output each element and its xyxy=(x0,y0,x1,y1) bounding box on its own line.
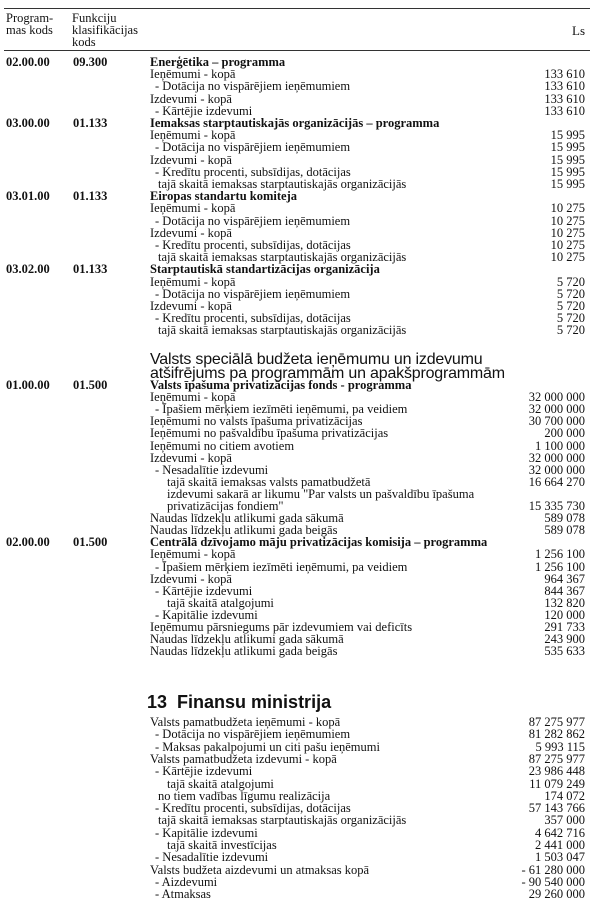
line-item-row xyxy=(0,251,600,263)
line-item-row xyxy=(0,93,600,105)
line-item-row xyxy=(0,864,600,876)
line-item-row xyxy=(0,597,600,609)
line-item-row xyxy=(0,129,600,141)
line-item-label: tajā skaitā iemaksas valsts pamatbudžetā xyxy=(167,474,371,489)
line-item-row xyxy=(0,105,600,117)
line-item-row xyxy=(0,215,600,227)
program-row xyxy=(0,379,600,391)
line-item-row xyxy=(0,716,600,728)
line-item-row xyxy=(0,464,600,476)
program-name: Starptautiskā standartizācijas organizācija xyxy=(150,262,380,277)
line-item-label: - Dotācija no vispārējiem ieņēmumiem xyxy=(155,286,351,301)
amount-value: - 90 540 000 xyxy=(521,874,585,889)
line-item-label: izdevumi sakarā ar likumu "Par valsts un pašvaldību īpašuma xyxy=(167,486,475,501)
line-item-label: Valsts pamatbudžeta ieņēmumi - kopā xyxy=(150,715,341,729)
line-item-label: - Kārtējie izdevumi xyxy=(155,103,253,118)
line-item-label: - Kārtējie izdevumi xyxy=(155,583,253,598)
line-item-row xyxy=(0,427,600,439)
line-item-label: - Īpašiem mērķiem iezīmēti ieņēmumi, pa veidiem xyxy=(155,402,408,417)
program-code: 01.00.00 xyxy=(6,378,50,392)
header-rule xyxy=(4,50,590,51)
amount-value: 57 143 766 xyxy=(528,801,585,816)
amount-value: 15 995 xyxy=(550,177,585,191)
amount-value: 23 986 448 xyxy=(528,764,585,779)
line-item-row xyxy=(0,440,600,452)
line-item-label: tajā skaitā iemaksas starptautiskajās organizācijās xyxy=(158,250,407,265)
amount-value: 87 275 977 xyxy=(528,751,585,766)
program-name: Enerģētika – programma xyxy=(150,55,286,69)
amount-value: 120 000 xyxy=(544,607,585,622)
line-item-row xyxy=(0,888,600,900)
line-item-row xyxy=(0,227,600,239)
line-item-label: - Kredītu procenti, subsīdijas, dotācijas xyxy=(155,238,351,252)
ministry-title: 13 Finansu ministrija xyxy=(147,692,332,712)
amount-value: 15 995 xyxy=(550,128,585,143)
amount-value: 133 610 xyxy=(544,91,585,106)
line-item-label: - Aizdevumi xyxy=(155,874,218,889)
amount-value: 81 282 862 xyxy=(528,727,585,742)
amount-value: 5 720 xyxy=(556,286,585,301)
amount-value: 10 275 xyxy=(550,225,585,240)
line-item-row xyxy=(0,585,600,597)
amount-value: 535 633 xyxy=(544,644,585,659)
line-item-label: - Kredītu procenti, subsīdijas, dotācijas xyxy=(155,801,351,816)
amount-value: 87 275 977 xyxy=(528,715,585,729)
line-item-label: no tiem vadības līgumu realizācija xyxy=(158,788,331,803)
amount-value: 5 720 xyxy=(556,311,585,326)
amount-value: 32 000 000 xyxy=(528,402,585,417)
line-item-row xyxy=(0,239,600,251)
function-code: 01.500 xyxy=(73,535,108,550)
line-item-row xyxy=(0,312,600,324)
line-item-row xyxy=(0,728,600,740)
amount-value: 964 367 xyxy=(544,571,585,586)
amount-value: 133 610 xyxy=(544,103,585,118)
line-item-label: tajā skaitā atalgojumi xyxy=(167,776,274,791)
line-item-label: - Dotācija no vispārējiem ieņēmumiem xyxy=(155,213,351,228)
amount-value: 357 000 xyxy=(544,813,585,828)
line-item-label: Ieņēmumi no valsts īpašuma privatizācijas xyxy=(150,414,363,429)
amount-value: 133 610 xyxy=(544,67,585,82)
line-item-label: - Kredītu procenti, subsīdijas, dotācijas xyxy=(155,164,351,179)
line-item-row xyxy=(0,814,600,826)
line-item-label: Ieņēmumi - kopā xyxy=(150,201,236,216)
line-item-label: Ieņēmumi no pašvaldību īpašuma privatizācijas xyxy=(150,426,389,441)
line-item-label: Izdevumi - kopā xyxy=(150,91,232,106)
line-item-label: Ieņēmumi - kopā xyxy=(150,274,236,289)
line-item-row xyxy=(0,645,600,657)
line-item-label: Ieņēmumi - kopā xyxy=(150,67,236,82)
line-item-row xyxy=(0,753,600,765)
amount-value: 844 367 xyxy=(544,583,585,598)
line-item-label: - Atmaksas xyxy=(155,887,211,902)
line-item-label: - Nesadalītie izdevumi xyxy=(155,850,269,865)
line-item-label: Ieņēmumu pārsniegums pār izdevumiem vai deficīts xyxy=(150,620,413,634)
amount-value: 243 900 xyxy=(544,632,585,647)
amount-value: 2 441 000 xyxy=(535,838,585,852)
line-item-label: Naudas līdzekļu atlikumi gada sākumā xyxy=(150,511,344,526)
amount-value: 5 720 xyxy=(556,299,585,313)
program-row xyxy=(0,117,600,129)
line-item-label: - Nesadalītie izdevumi xyxy=(155,462,269,477)
line-item-row xyxy=(0,300,600,312)
amount-value: 10 275 xyxy=(550,250,585,265)
program-code: 02.00.00 xyxy=(6,55,50,69)
amount-value: 174 072 xyxy=(544,788,585,803)
amount-value: 10 275 xyxy=(550,213,585,228)
line-item-row xyxy=(0,288,600,300)
amount-value: 32 000 000 xyxy=(528,450,585,465)
line-item-label: Naudas līdzekļu atlikumi gada beigās xyxy=(150,523,338,538)
program-row xyxy=(0,263,600,275)
line-item-label: Valsts pamatbudžeta izdevumi - kopā xyxy=(150,751,337,766)
amount-value: 589 078 xyxy=(544,523,585,538)
line-item-label: - Dotācija no vispārējiem ieņēmumiem xyxy=(155,727,351,742)
amount-value: 5 720 xyxy=(556,274,585,289)
function-code: 01.133 xyxy=(73,116,108,130)
line-item-label: Izdevumi - kopā xyxy=(150,225,232,240)
amount-value: 5 993 115 xyxy=(535,739,585,754)
amount-value: 15 995 xyxy=(550,140,585,155)
line-item-label: privatizācijas fondiem" xyxy=(167,499,284,513)
program-code: 03.02.00 xyxy=(6,262,50,277)
line-item-label: Izdevumi - kopā xyxy=(150,571,232,586)
line-item-label: tajā skaitā iemaksas starptautiskajās organizācijās xyxy=(158,323,407,338)
line-item-label: Valsts budžeta aizdevumi un atmaksas kopā xyxy=(150,862,370,877)
line-item-row xyxy=(0,80,600,92)
amount-value: 200 000 xyxy=(544,426,585,441)
program-code: 02.00.00 xyxy=(6,535,50,550)
line-item-row xyxy=(0,68,600,80)
header-program-code: Program- mas kods xyxy=(6,11,54,37)
line-item-label: Ieņēmumi - kopā xyxy=(150,128,236,143)
line-item-row xyxy=(0,178,600,190)
line-item-label: Izdevumi - kopā xyxy=(150,450,232,465)
amount-value: 291 733 xyxy=(544,620,585,634)
line-item-row xyxy=(0,276,600,288)
header-unit: Ls xyxy=(572,23,585,38)
line-item-row xyxy=(0,202,600,214)
line-item-row xyxy=(0,452,600,464)
line-item-row xyxy=(0,166,600,178)
amount-value: 16 664 270 xyxy=(528,474,585,489)
program-code: 03.01.00 xyxy=(6,189,50,204)
amount-value: 15 335 730 xyxy=(528,499,585,513)
line-item-row xyxy=(0,765,600,777)
line-item-label: tajā skaitā investīcijas xyxy=(167,838,277,852)
line-item-row xyxy=(0,573,600,585)
amount-value: 1 503 047 xyxy=(535,850,585,865)
line-item-row xyxy=(0,561,600,573)
program-name: Iemaksas starptautiskajās organizācijās – programma xyxy=(150,116,440,130)
line-item-row xyxy=(0,548,600,560)
function-code: 01.133 xyxy=(73,262,108,277)
program-name: Valsts īpašuma privatizācijas fonds - programma xyxy=(150,378,412,392)
function-code: 01.500 xyxy=(73,378,108,392)
program-code: 03.00.00 xyxy=(6,116,50,130)
line-item-label: - Kapitālie izdevumi xyxy=(155,825,258,840)
program-row xyxy=(0,190,600,202)
line-item-row xyxy=(0,827,600,839)
line-item-label: - Kārtējie izdevumi xyxy=(155,764,253,779)
line-item-row xyxy=(0,741,600,753)
line-item-label: tajā skaitā iemaksas starptautiskajās organizācijās xyxy=(158,177,407,191)
amount-value: 15 995 xyxy=(550,164,585,179)
line-item-row xyxy=(0,141,600,153)
line-item-row xyxy=(0,839,600,851)
line-item-label: Izdevumi - kopā xyxy=(150,299,232,313)
amount-value: 4 642 716 xyxy=(535,825,585,840)
special-budget-title: Valsts speciālā budžeta ieņēmumu un izdevumu atšifrējums pa programmām un apakšprogrammām xyxy=(150,351,505,382)
program-name: Centrālā dzīvojamo māju privatizācijas komisija – programma xyxy=(150,535,488,550)
line-item-label: - Kapitālie izdevumi xyxy=(155,607,258,622)
line-item-row xyxy=(0,324,600,336)
line-item-row xyxy=(0,476,600,488)
line-item-label: Naudas līdzekļu atlikumi gada beigās xyxy=(150,644,338,659)
line-item-row xyxy=(0,802,600,814)
line-item-row xyxy=(0,154,600,166)
line-item-label: Izdevumi - kopā xyxy=(150,152,232,167)
function-code: 09.300 xyxy=(73,55,108,69)
amount-value: 1 256 100 xyxy=(535,547,585,562)
line-item-row xyxy=(0,851,600,863)
line-item-label: tajā skaitā iemaksas starptautiskajās organizācijās xyxy=(158,813,407,828)
program-row xyxy=(0,56,600,68)
amount-value: - 61 280 000 xyxy=(521,862,585,877)
line-item-label: - Dotācija no vispārējiem ieņēmumiem xyxy=(155,140,351,155)
amount-value: 133 610 xyxy=(544,79,585,94)
function-code: 01.133 xyxy=(73,189,108,204)
line-item-label: - Dotācija no vispārējiem ieņēmumiem xyxy=(155,79,351,94)
line-item-label: tajā skaitā atalgojumi xyxy=(167,595,274,610)
amount-value: 11 079 249 xyxy=(529,776,585,791)
amount-value: 132 820 xyxy=(544,595,585,610)
amount-value: 15 995 xyxy=(550,152,585,167)
line-item-label: Ieņēmumi - kopā xyxy=(150,390,236,405)
line-item-row xyxy=(0,488,600,500)
line-item-label: - Īpašiem mērķiem iezīmēti ieņēmumi, pa veidiem xyxy=(155,559,408,574)
line-item-row xyxy=(0,876,600,888)
program-name: Eiropas standartu komiteja xyxy=(150,189,298,204)
line-item-label: Ieņēmumi - kopā xyxy=(150,547,236,562)
amount-value: 589 078 xyxy=(544,511,585,526)
line-item-label: - Maksas pakalpojumi un citi pašu ieņēmumi xyxy=(155,739,380,754)
amount-value: 29 260 000 xyxy=(528,887,585,902)
amount-value: 1 256 100 xyxy=(535,559,585,574)
amount-value: 32 000 000 xyxy=(528,390,585,405)
amount-value: 30 700 000 xyxy=(528,414,585,429)
amount-value: 10 275 xyxy=(550,201,585,216)
amount-value: 10 275 xyxy=(550,238,585,252)
header-function-code: Funkciju klasifikācijas kods xyxy=(72,11,138,49)
amount-value: 32 000 000 xyxy=(528,462,585,477)
program-row xyxy=(0,536,600,548)
amount-value: 5 720 xyxy=(556,323,585,338)
line-item-label: Naudas līdzekļu atlikumi gada sākumā xyxy=(150,632,344,647)
amount-value: 1 100 000 xyxy=(535,438,585,453)
top-rule xyxy=(4,8,590,9)
line-item-row xyxy=(0,790,600,802)
line-item-row xyxy=(0,778,600,790)
line-item-label: Ieņēmumi no citiem avotiem xyxy=(150,438,295,453)
line-item-label: - Kredītu procenti, subsīdijas, dotācijas xyxy=(155,311,351,326)
